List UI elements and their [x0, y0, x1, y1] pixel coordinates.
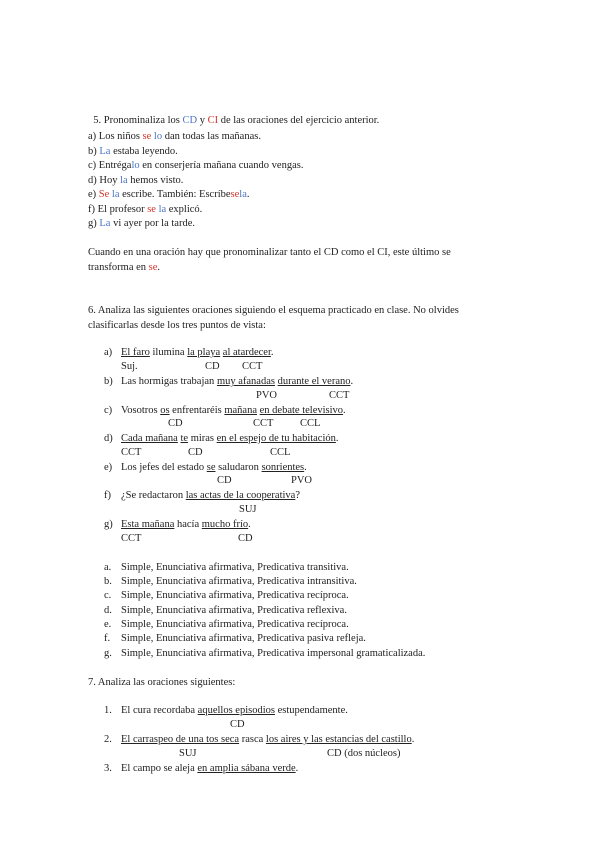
sentence-label: g) [104, 519, 113, 530]
answer-5d [88, 174, 183, 187]
ci-pronoun: se [142, 131, 152, 142]
sentence-label: 2. [104, 734, 112, 745]
sentence-label: 3. [104, 763, 112, 774]
plain-segment: hacía [174, 519, 202, 530]
answer-text: vi ayer por la tarde. [110, 218, 195, 229]
section-6-heading-line-1: 6. Analiza las siguientes oraciones siguiendo el esquema practicado en clase. No olvides [88, 305, 459, 316]
plain-segment: . [248, 519, 251, 530]
function-tag: CCL [270, 447, 291, 458]
answer-5c [88, 159, 303, 172]
answer-5a [88, 130, 261, 143]
function-tag: PVO [291, 475, 313, 486]
function-tag: CCT [253, 418, 274, 429]
answer-text: a) Los niños [88, 131, 143, 142]
function-tag: CCT [121, 447, 142, 458]
cd-label: CD [182, 115, 198, 126]
answer-text: e) [88, 189, 99, 200]
classification-answer: Simple, Enunciativa afirmativa, Predicativa reflexiva. [121, 605, 347, 616]
answer-label: e. [104, 619, 112, 630]
sentence-label: c) [104, 405, 113, 416]
plain-segment: . [343, 405, 346, 416]
plain-segment: . [350, 376, 354, 387]
section-7-heading: 7. Analiza las oraciones siguientes: [88, 677, 236, 688]
sujeto-segment: El carraspeo de una tos seca [121, 734, 240, 745]
cd-pronoun: la [120, 175, 128, 186]
answer-text: g) [88, 218, 100, 229]
sentence-label: a) [104, 347, 113, 358]
note-line-1: Cuando en una oración hay que pronominalizar tanto el CD como el CI, este último se [88, 247, 451, 258]
plain-segment: . [304, 462, 307, 473]
answer-5f [88, 203, 202, 216]
function-tag: SUJ [239, 504, 257, 515]
answer-text: explicó. [166, 204, 203, 215]
ci-pronoun: se [147, 204, 156, 215]
sentence-6b [121, 375, 353, 388]
sentence-6c [121, 404, 346, 417]
function-tag: CD [238, 533, 253, 544]
ci-pronoun: Se [98, 189, 110, 200]
answer-text: hemos visto. [127, 175, 184, 186]
plain-segment: . [335, 433, 339, 444]
plain-segment: Vosotros [121, 405, 161, 416]
cd-segment: se [206, 462, 216, 473]
answer-text: d) Hoy [88, 175, 121, 186]
classification-answer: Simple, Enunciativa afirmativa, Predicativa intransitiva. [121, 576, 357, 587]
ccl-segment: en el espejo de tu habitación [216, 433, 336, 444]
pvo-segment: sonrientes [261, 462, 305, 473]
function-tag: CD [230, 719, 245, 730]
function-tag: CD [205, 361, 220, 372]
plain-segment: ¿Se redactaron [121, 490, 186, 501]
function-tag: CCL [300, 418, 321, 429]
answer-text: c) Entrégа [88, 160, 132, 171]
plain-segment: miras [188, 433, 217, 444]
ci-label: CI [207, 115, 219, 126]
function-tag: CCT [121, 533, 142, 544]
cd-segment: te [180, 433, 189, 444]
plain-segment: rasca [239, 734, 266, 745]
function-tag: CD [188, 447, 203, 458]
plain-segment: Las hormigas trabajan [121, 376, 217, 387]
sentence-7-1 [121, 704, 348, 717]
sentence-label: f) [104, 490, 111, 501]
plain-segment: Los jefes del estado [121, 462, 207, 473]
ccl-segment: en debate televisivo [259, 405, 344, 416]
sentence-7-2 [121, 733, 414, 746]
sentence-6d [121, 432, 339, 445]
function-tag: CD [217, 475, 232, 486]
answer-text: f) El profesor [88, 204, 148, 215]
note-text: transforma en [88, 262, 149, 273]
classification-answer: Simple, Enunciativa afirmativa, Predicativa recíproca. [121, 619, 349, 630]
ci-pronoun: se [148, 262, 158, 273]
sentence-6f [121, 489, 300, 502]
plain-segment: . [295, 763, 299, 774]
answer-label: d. [104, 605, 112, 616]
answer-label: c. [104, 590, 112, 601]
function-tag: PVO [256, 390, 278, 401]
note-text: . [157, 262, 161, 273]
cd-pronoun: la [158, 204, 167, 215]
answer-text: dan todas las mañanas. [162, 131, 261, 142]
plain-segment: El cura recordaba [121, 705, 198, 716]
cct-segment: Cada mañana [121, 433, 178, 444]
cd-pronoun: La [99, 218, 111, 229]
cd-pronoun: la [239, 189, 247, 200]
classification-answer: Simple, Enunciativa afirmativa, Predicativa transitiva. [121, 562, 349, 573]
answer-text: . [246, 189, 250, 200]
answer-5g [88, 217, 195, 230]
sujeto-segment: El faro [121, 347, 150, 358]
cct-segment: durante el verano [277, 376, 351, 387]
sentence-label: 1. [104, 705, 112, 716]
cd-segment: os [160, 405, 170, 416]
answer-label: a. [104, 562, 112, 573]
plain-segment: . [270, 347, 274, 358]
cct-segment: al atardecer [222, 347, 271, 358]
function-tag: Suj. [121, 361, 138, 372]
answer-text: estaba leyendo. [110, 146, 178, 157]
plain-segment: El campo se aleja [121, 763, 198, 774]
cd-pronoun: lo [131, 160, 140, 171]
sentence-7-3 [121, 762, 298, 775]
answer-label: g. [104, 648, 112, 659]
answer-text: escribe. También: Escríbe [119, 189, 231, 200]
function-tag: CCT [329, 390, 350, 401]
sentence-6a [121, 346, 274, 359]
classification-answer: Simple, Enunciativa afirmativa, Predicativa pasiva refleja. [121, 633, 366, 644]
cct-segment: mañana [224, 405, 258, 416]
plain-segment: enfrentaréis [169, 405, 225, 416]
cct-segment: Esta mañana [121, 519, 175, 530]
sentence-6e [121, 461, 307, 474]
plain-segment: ilumina [149, 347, 188, 358]
section-5-heading [88, 101, 379, 127]
note-line-2 [88, 261, 160, 274]
answer-text: b) [88, 146, 100, 157]
answer-label: f. [104, 633, 111, 644]
cd-segment: la playa [187, 347, 221, 358]
plain-segment: . [411, 734, 415, 745]
answer-label: b. [104, 576, 112, 587]
pvo-segment: muy afanadas [216, 376, 275, 387]
cd-segment: los aires y las estancias del castillo [265, 734, 412, 745]
classification-answer: Simple, Enunciativa afirmativa, Predicativa recíproca. [121, 590, 349, 601]
answer-5b [88, 145, 178, 158]
answer-5e [88, 188, 249, 201]
sentence-6g [121, 518, 251, 531]
cd-pronoun: lo [153, 131, 163, 142]
heading-text: de las oraciones del ejercicio anterior. [218, 115, 380, 126]
sentence-label: e) [104, 462, 113, 473]
cd-segment: mucho frío [201, 519, 249, 530]
classification-answer: Simple, Enunciativa afirmativa, Predicativa impersonal gramaticalizada. [121, 648, 426, 659]
sentence-label: d) [104, 433, 113, 444]
plain-segment: saludaron [215, 462, 262, 473]
heading-text: 5. Pronominaliza los [93, 115, 183, 126]
sentence-label: b) [104, 376, 113, 387]
cd-pronoun: La [99, 146, 111, 157]
cd-pronoun: la [111, 189, 120, 200]
ci-pronoun: se [230, 189, 240, 200]
function-tag: CD (dos núcleos) [327, 748, 401, 759]
heading-text: y [197, 115, 208, 126]
answer-text: en conserjería mañana cuando vengas. [139, 160, 304, 171]
ccl-segment: en amplia sábana verde [197, 763, 296, 774]
function-tag: CCT [242, 361, 263, 372]
plain-segment: estupendamente. [274, 705, 348, 716]
section-6-heading-line-2: clasificarlas desde los tres puntos de vista: [88, 320, 266, 331]
function-tag: CD [168, 418, 183, 429]
sujeto-segment: las actas de la cooperativa [185, 490, 296, 501]
function-tag: SUJ [179, 748, 197, 759]
cd-segment: aquellos episodios [197, 705, 275, 716]
plain-segment: ? [295, 490, 300, 501]
